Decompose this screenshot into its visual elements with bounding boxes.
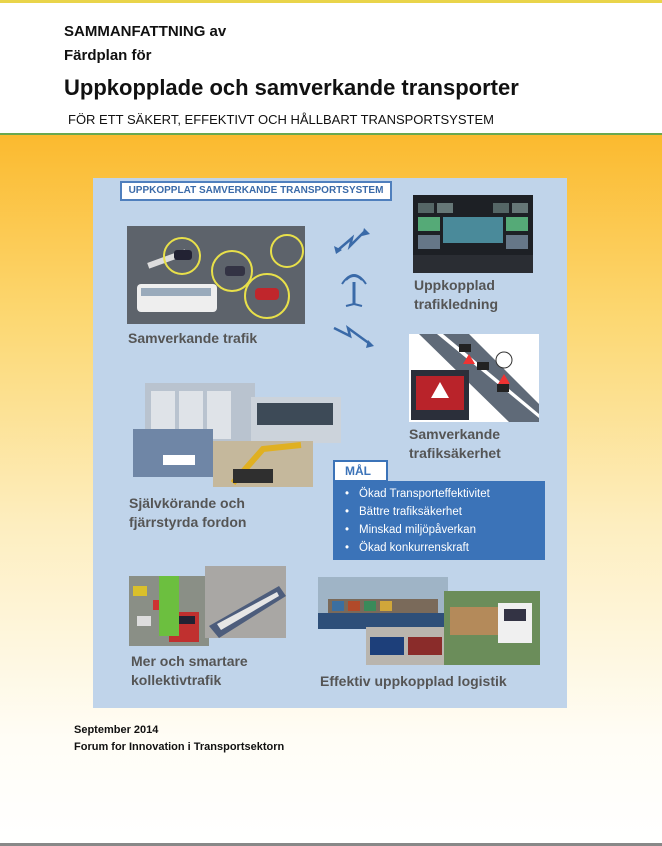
autonomous-vehicles-image [133,383,341,487]
label-traffic-safety-2: trafiksäkerhet [409,445,501,461]
header-line-1: SAMMANFATTNING av [64,23,227,40]
traffic-safety-image [409,334,539,422]
signal-arrow-icon [338,232,364,250]
label-public-transport-2: kollektivtrafik [131,672,222,688]
connectivity-symbols [330,220,380,350]
public-transport-illustration [129,566,286,646]
figure-banner: UPPKOPPLAT SAMVERKANDE TRANSPORTSYSTEM [120,181,392,201]
label-public-transport-1: Mer och smartare [131,653,248,669]
label-traffic-control-1: Uppkopplad [414,277,495,293]
goals-box [333,481,545,560]
publication-date: September 2014 [74,724,159,736]
goal-item: • Minskad miljöpåverkan [359,521,545,539]
goal-item: • Bättre trafiksäkerhet [359,503,545,521]
page-title: Uppkopplade och samverkande transporter [64,75,519,100]
label-traffic-safety-1: Samverkande [409,426,501,442]
page-subtitle: FÖR ETT SÄKERT, EFFEKTIVT OCH HÅLLBART TRANSPORTSYSTEM [68,112,494,127]
traffic-safety-illustration [409,334,539,422]
label-cooperative-traffic: Samverkande trafik [128,330,258,346]
traffic-control-image [413,195,533,273]
goal-item: • Ökad konkurrenskraft [359,539,545,557]
cooperative-traffic-illustration [127,226,305,324]
label-logistics: Effektiv uppkopplad logistik [320,673,507,689]
logistics-illustration [318,577,540,665]
goals-list [333,481,545,557]
control-room-illustration [413,195,533,273]
header [0,3,662,133]
antenna-icon [342,275,366,306]
goals-title: MÅL [333,460,388,482]
label-traffic-control-2: trafikledning [414,296,499,312]
goal-item: • Ökad Transporteffektivitet [359,485,545,503]
label-autonomous-2: fjärrstyrda fordon [129,514,247,530]
autonomous-vehicles-illustration [133,383,341,487]
cooperative-traffic-image [127,226,305,324]
label-autonomous-1: Självkörande och [129,495,245,511]
signal-arrow-icon [334,328,370,344]
organization-name: Forum for Innovation i Transportsektorn [74,741,285,753]
logistics-image [318,577,540,665]
public-transport-image [129,566,286,646]
header-line-2: Färdplan för [64,47,152,64]
